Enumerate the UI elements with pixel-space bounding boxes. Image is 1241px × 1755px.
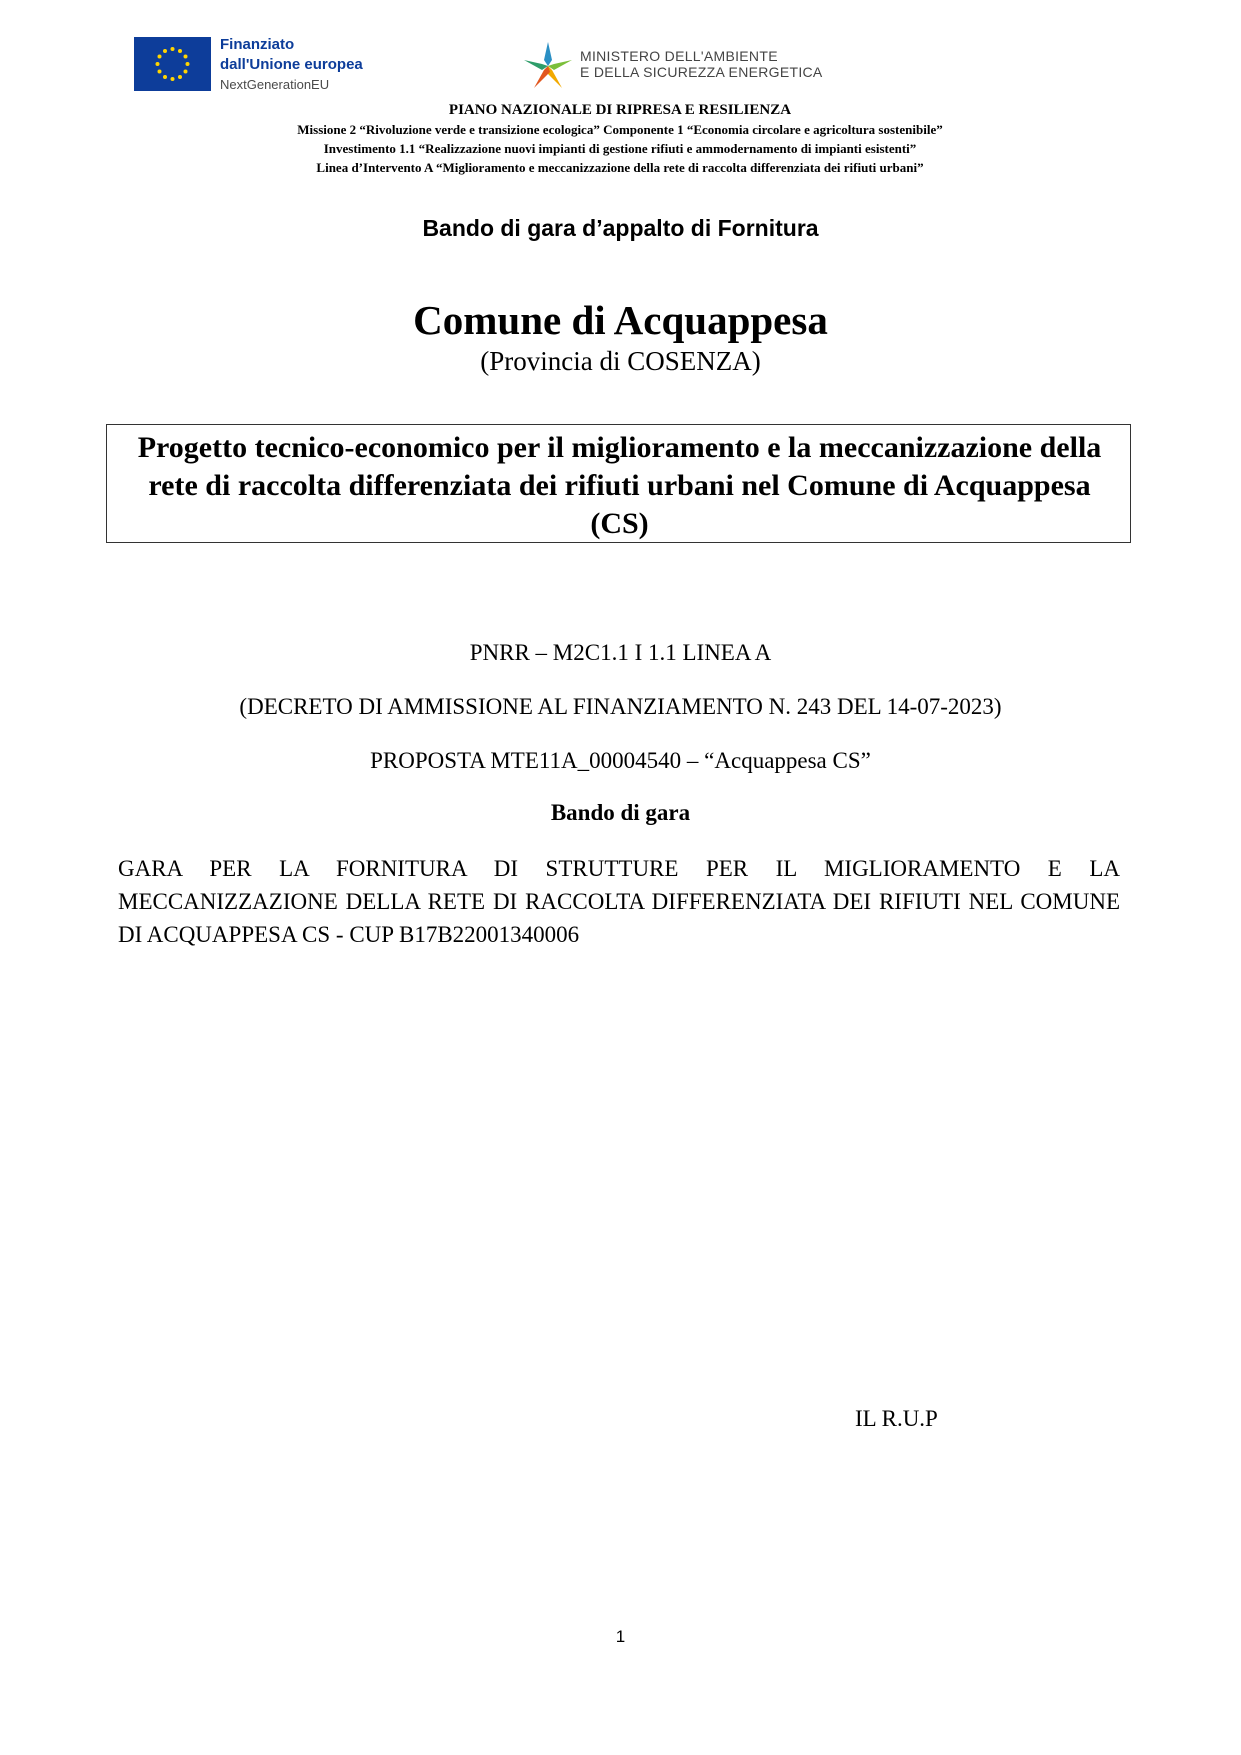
eu-logo-text (220, 35, 363, 95)
project-title-box (106, 424, 1131, 543)
pnrr-code: PNRR – M2C1.1 I 1.1 LINEA A (469, 640, 772, 665)
eu-logo-line1: Finanziato (220, 36, 295, 53)
pnrr-mission-line: Missione 2 “Rivoluzione verde e transizione ecologica” Componente 1 “Economia circolare e agricoltura sostenibile” (297, 122, 943, 137)
comune-title: Comune di Acquappesa (413, 297, 828, 343)
rup-signature-label: IL R.U.P (855, 1406, 938, 1431)
pnrr-intervention-line: Linea d’Intervento A “Miglioramento e meccanizzazione della rete di raccolta differenziata dei rifiuti urbani” (316, 160, 924, 175)
ministry-logo-line2: E DELLA SICUREZZA ENERGETICA (580, 64, 823, 80)
proposta-line: PROPOSTA MTE11A_00004540 – “Acquappesa CS” (370, 748, 871, 773)
document-type-heading: Bando di gara d’appalto di Fornitura (422, 215, 819, 241)
pnrr-investment-line: Investimento 1.1 “Realizzazione nuovi impianti di gestione rifiuti e ammodernamento di impianti esistenti” (323, 141, 917, 156)
pnrr-header (150, 100, 1090, 177)
eu-stars-icon (134, 37, 211, 91)
page-number: 1 (615, 1627, 626, 1646)
project-title: Progetto tecnico-economico per il miglioramento e la meccanizzazione della rete di raccolta differenziata dei rifiuti urbani nel Comune di Acquappesa (CS) (137, 431, 1102, 540)
ministry-logo-text (580, 48, 823, 80)
ministry-star-icon (522, 40, 574, 92)
ministry-logo-line1: MINISTERO DELL'AMBIENTE (580, 48, 778, 64)
eu-logo-line2: dall'Unione europea (220, 56, 363, 73)
gara-description: GARA PER LA FORNITURA DI STRUTTURE PER IL MIGLIORAMENTO E LA MECCANIZZAZIONE DELLA RETE DI RACCOLTA DIFFERENZIATA DEI RIFIUTI NEL COMUNE DI ACQUAPPESA CS - CUP B17B22001340006 (118, 856, 1120, 947)
bando-heading: Bando di gara (550, 800, 691, 825)
provincia-subtitle: (Provincia di COSENZA) (480, 346, 761, 376)
eu-logo-line3: NextGenerationEU (220, 77, 330, 92)
pnrr-title: PIANO NAZIONALE DI RIPRESA E RESILIENZA (448, 102, 792, 118)
decreto-line: (DECRETO DI AMMISSIONE AL FINANZIAMENTO N. 243 DEL 14-07-2023) (239, 694, 1002, 719)
eu-flag-icon (134, 37, 211, 91)
